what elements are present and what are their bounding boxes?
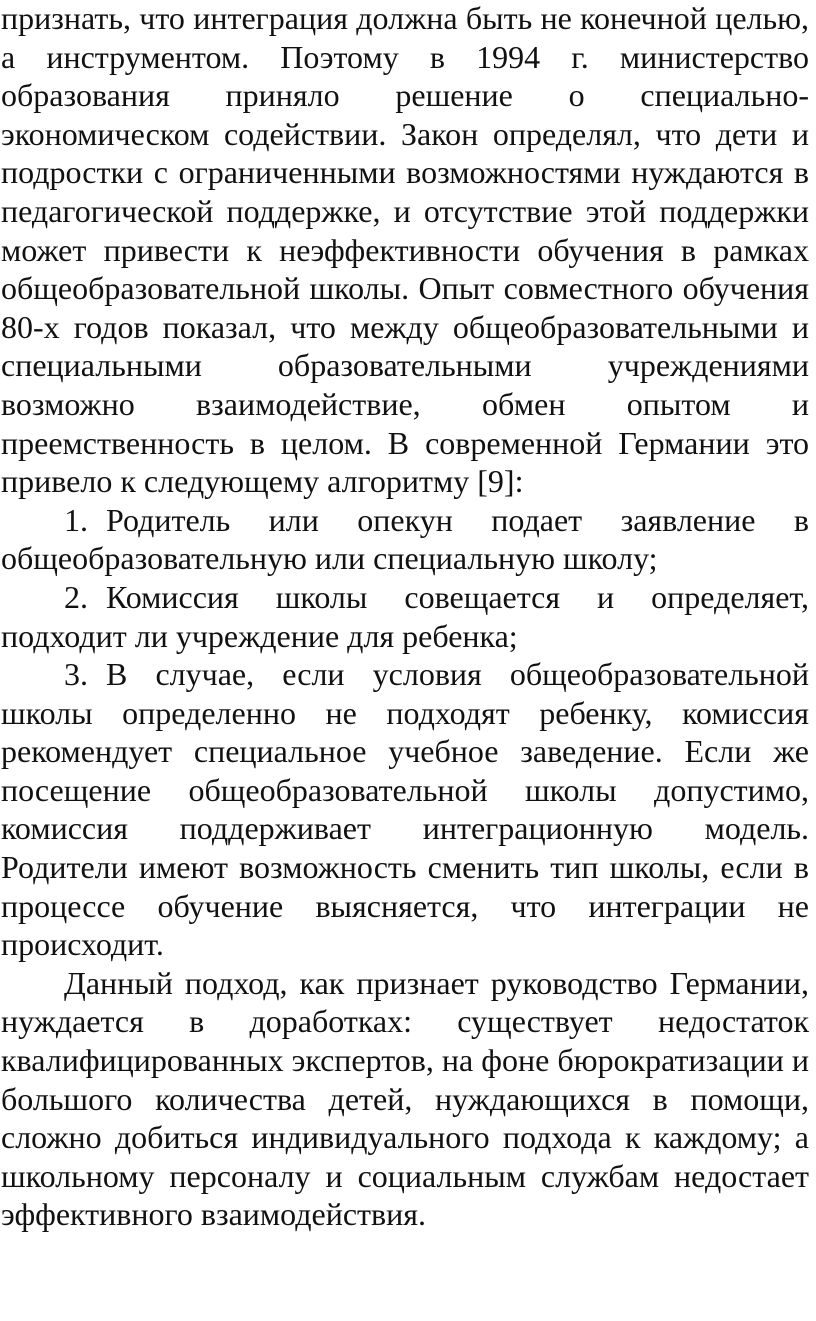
list-item-1 — [1, 501, 809, 578]
list-item-number: 2. — [64, 578, 88, 615]
list-item-text: Комиссия школы совещается и определяет, подходит ли учреждение для ребенка; — [1, 578, 809, 654]
list-item-2 — [1, 578, 809, 655]
list-item-number: 3. — [64, 656, 88, 693]
list-item-text: В случае, если условия общеобразовательной школы определенно не подходят ребенку, комиссия рекомендует специальное учебное заведение. Если же посещение общеобразовательной школы допустимо, комиссия поддерживает интеграционную модель. Родители имеют возможность сменить тип школы, если в процессе обучение выясняется, что интеграции не происходит. — [1, 656, 809, 963]
list-item-text: Родитель или опекун подает заявление в общеобразовательную или специальную школу; — [1, 501, 809, 577]
list-item-3 — [1, 655, 809, 964]
list-item-number: 1. — [64, 501, 88, 538]
paragraph-approach: Данный подход, как признает руководство Германии, нуждается в доработках: существует недостаток квалифицированных экспертов, на фоне бюрократизации и большого количества детей, нуждающихся в помощи, сложно добиться индивидуального подхода к каждому; а школьному персоналу и социальным службам недостает эффективного взаимодействия. — [1, 964, 809, 1233]
paragraph-integration: признать, что интеграция должна быть не конечной целью, а инструментом. Поэтому в 1994 г. министерство образования приняло решение о специально-экономическом содействии. Закон определял, что дети и подростки с ограниченными возможностями нуждаются в педагогической поддержке, и отсутствие этой поддержки может привести к неэффективности обучения в рамках общеобразовательной школы. Опыт совместного обучения 80-х годов показал, что между общеобразовательными и специальными образовательными учреждениями возможно взаимодействие, обмен опытом и преемственность в целом. В современной Германии это привело к следующему алгоритму [9]: — [1, 0, 809, 500]
